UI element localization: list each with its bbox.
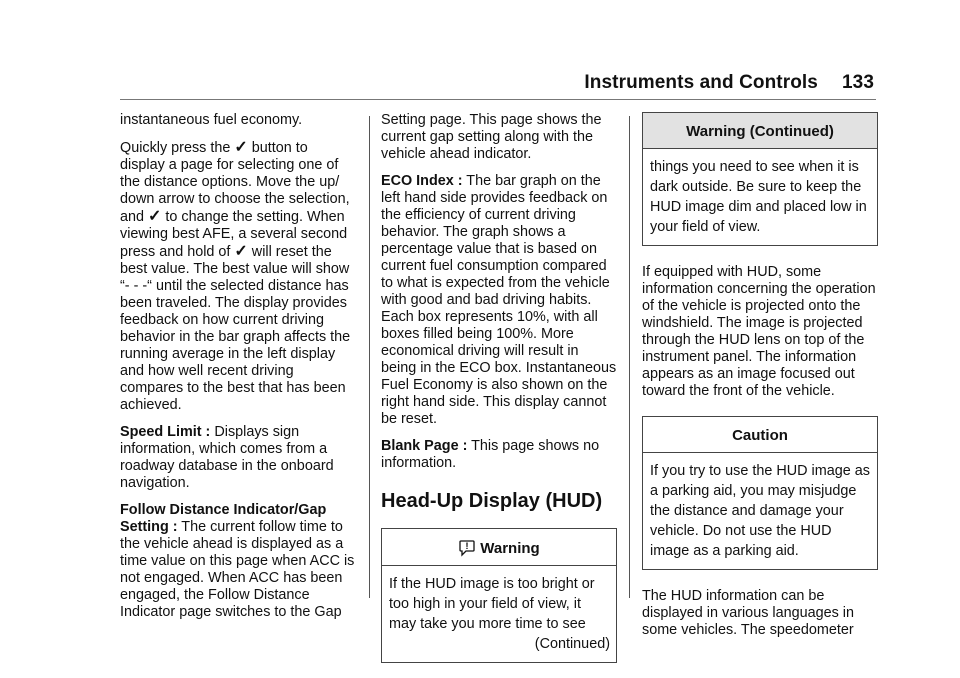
paragraph-speed-limit: [120, 424, 356, 492]
checkmark-icon: ✓: [234, 243, 248, 260]
text-segment: running average in the left display: [120, 346, 336, 362]
text-segment: to change the setting. When: [161, 209, 345, 225]
text-segment: “- - -“ until the selected distance has: [120, 278, 349, 294]
paragraph-distance-options: [120, 139, 356, 414]
text-segment: button to: [247, 140, 308, 156]
caution-body: If you try to use the HUD image as a parking aid, you may misjudge the distance and damage your vehicle. Do not use the HUD image as a parking aid.: [650, 463, 870, 559]
section-title: Instruments and Controls: [584, 72, 818, 93]
warning-icon: [458, 539, 476, 557]
checkmark-icon: ✓: [234, 139, 248, 156]
warning-body: [382, 566, 616, 662]
svg-text:!: !: [465, 541, 469, 551]
text-line: [120, 157, 356, 174]
text-line: [120, 397, 356, 414]
blank-page-text: This page shows no information.: [381, 438, 600, 471]
warning-title: [382, 529, 616, 566]
text-segment: achieved.: [120, 397, 182, 413]
column-divider-1: [369, 116, 370, 598]
heading-hud: Head-Up Display (HUD): [381, 490, 603, 512]
warning-continued-body: things you need to see when it is dark outside. Be sure to keep the HUD image dim and placed low in your field of view.: [650, 159, 867, 235]
page-number: 133: [841, 72, 874, 93]
text-segment: will reset the: [247, 244, 332, 260]
text-segment: best value. The best value will show: [120, 261, 350, 277]
text-line: [120, 226, 356, 243]
column-1: [120, 112, 356, 631]
warning-title-text: Warning: [480, 540, 540, 557]
text-segment: been traveled. The display provides: [120, 295, 347, 311]
paragraph-gap-setting: Setting page. This page shows the current gap setting along with the vehicle ahead indicator.: [381, 112, 602, 162]
paragraph-hud-languages: The HUD information can be displayed in various languages in some vehicles. The speedometer: [642, 588, 855, 638]
text-line: [120, 312, 356, 329]
text-segment: press and hold of: [120, 244, 235, 260]
eco-index-text: The bar graph on the left hand side provides feedback on the efficiency of current driving behavior. The graph shows a percentage value that is based on current fuel consumption compared to what is expected from the vehicle with good and bad driving habits. Each box represents 10%, with all boxes filled being 100%. More economical driving will result in being in the ECO box. Instantaneous Fuel Economy is also shown on the right hand side. This display cannot be reset.: [381, 173, 617, 427]
term-speed-limit: Speed Limit :: [120, 424, 211, 440]
warning-body-text: If the HUD image is too bright or too high in your field of view, it may take you more time to see: [389, 576, 595, 632]
term-follow-distance: Follow Distance Indicator/Gap Setting :: [120, 502, 327, 535]
text-line: [120, 208, 356, 226]
paragraph-blank-page: [381, 438, 617, 472]
text-segment: compares to the best that has been: [120, 380, 346, 396]
text-line: [120, 278, 356, 295]
follow-distance-text: The current follow time to the vehicle ahead is displayed as a time value on this page when ACC is not engaged. When ACC has been engaged, the Follow Distance Indicator page switches to the Gap: [120, 519, 355, 620]
continued-label: (Continued): [534, 636, 610, 652]
warning-continued-title: Warning (Continued): [643, 113, 877, 149]
text-segment: behavior in the bar graph affects the: [120, 329, 351, 345]
text-line: [120, 363, 356, 380]
text-line: [120, 346, 356, 363]
term-blank-page: Blank Page :: [381, 438, 468, 454]
text-segment: display a page for selecting one of: [120, 157, 339, 173]
text-segment: the distance options. Move the up/: [120, 174, 340, 190]
paragraph-eco-index: [381, 173, 617, 428]
text-segment: Quickly press the: [120, 140, 235, 156]
caution-title: Caution: [643, 417, 877, 453]
text-line: [120, 191, 356, 208]
header-rule: [120, 99, 876, 100]
column-2: [381, 112, 617, 677]
text-segment: feedback on how current driving: [120, 312, 324, 328]
column-divider-2: [629, 116, 630, 598]
paragraph-fuel-economy: instantaneous fuel economy.: [120, 112, 303, 128]
paragraph-follow-distance: [120, 502, 356, 621]
warning-box: [381, 528, 617, 663]
text-line: [120, 139, 356, 157]
text-segment: down arrow to choose the selection,: [120, 191, 350, 207]
text-line: [120, 295, 356, 312]
caution-box: [642, 416, 878, 570]
text-line: [120, 261, 356, 278]
text-line: [120, 380, 356, 397]
text-segment: viewing best AFE, a several second: [120, 226, 348, 242]
term-eco-index: ECO Index :: [381, 173, 463, 189]
text-segment: and: [120, 209, 149, 225]
text-segment: and how well recent driving: [120, 363, 294, 379]
text-line: [120, 329, 356, 346]
text-line: [120, 174, 356, 191]
warning-continued-box: [642, 112, 878, 246]
text-line: [120, 243, 356, 261]
page-header: [584, 72, 874, 94]
paragraph-hud-intro: If equipped with HUD, some information concerning the operation of the vehicle is projected onto the windshield. The image is projected through the HUD lens on top of the instrument panel. The information appears as an image focused out toward the front of the vehicle.: [642, 264, 876, 399]
checkmark-icon: ✓: [148, 208, 162, 225]
speed-limit-text: Displays sign information, which comes from a roadway database in the onboard navigation.: [120, 424, 334, 491]
column-3: [642, 112, 878, 649]
